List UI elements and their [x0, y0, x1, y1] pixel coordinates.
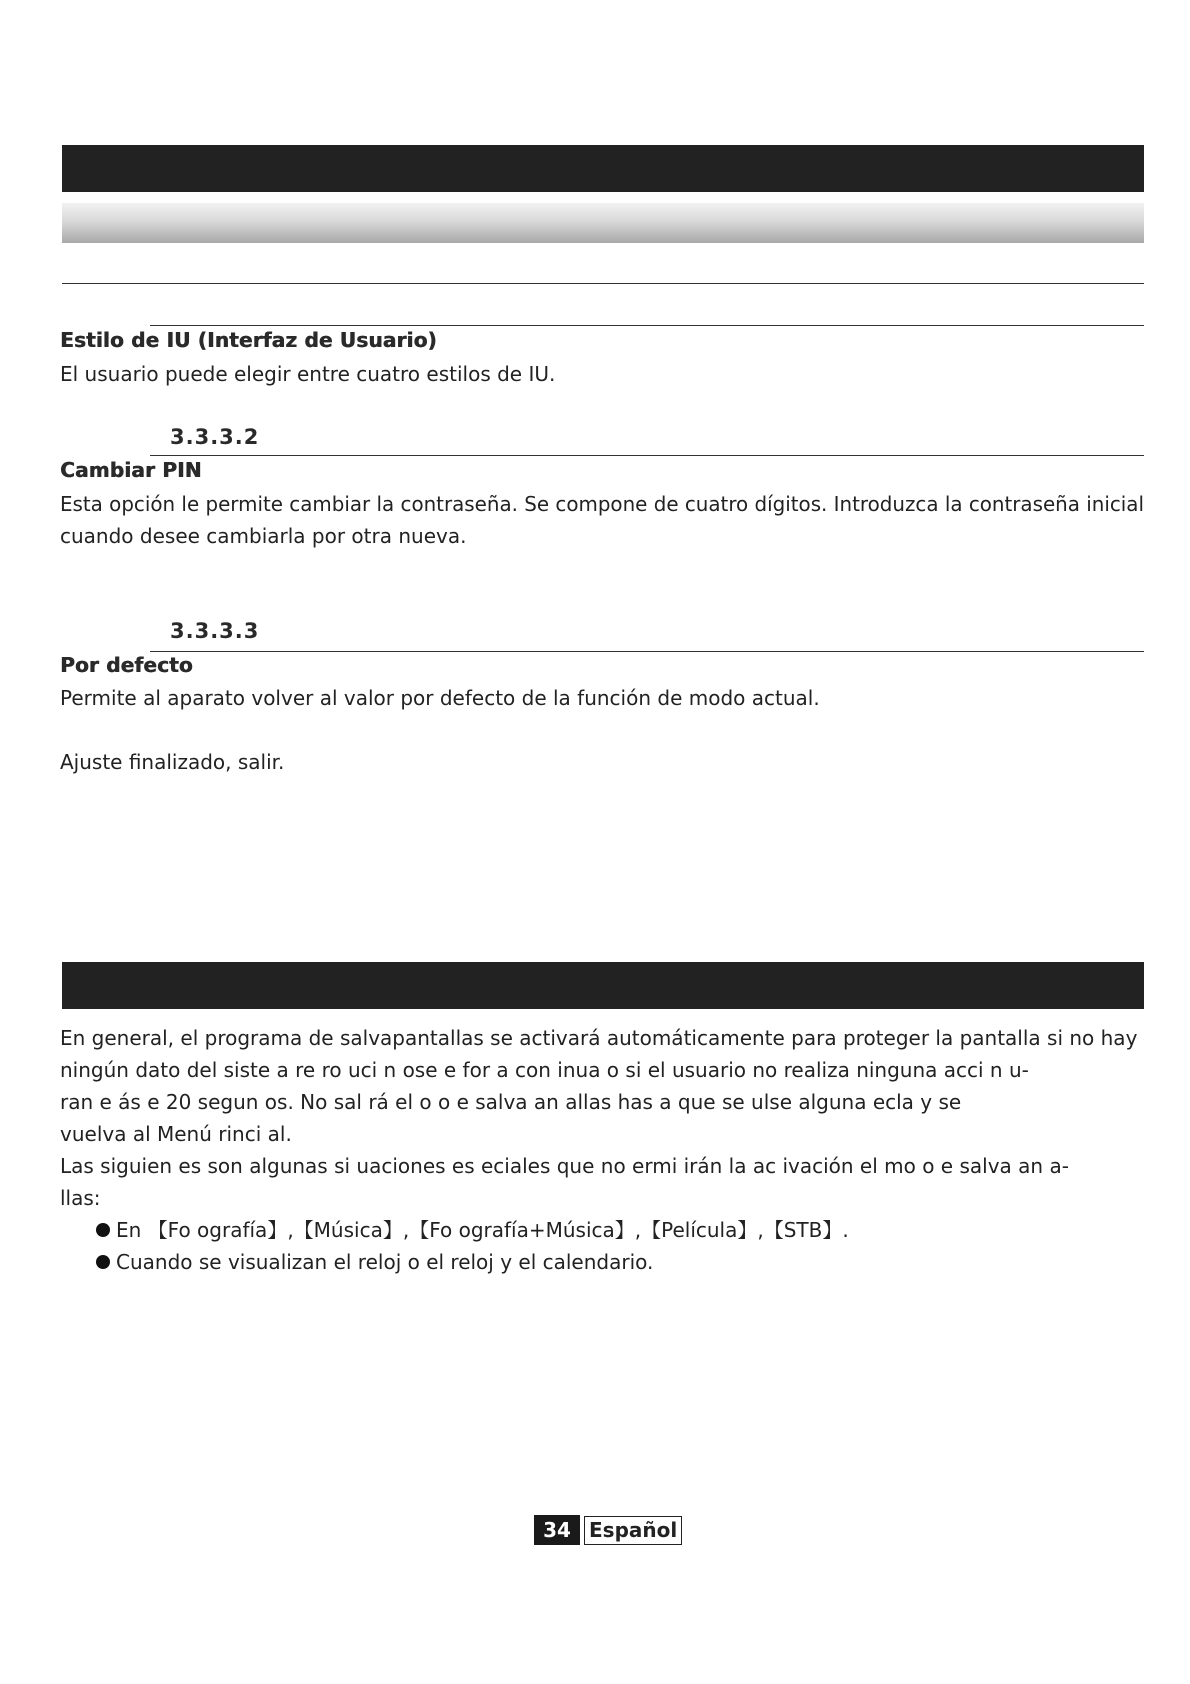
section-default-text: Permite al aparato volver al valor por defecto de la función de modo actual. — [60, 686, 820, 710]
screensaver-text-line-1: En general, el programa de salvapantallas se activará automáticamente para proteger la pantalla si no hay — [60, 1026, 1138, 1050]
screensaver-text-line-6: llas: — [60, 1186, 101, 1210]
section-change-pin-text-line-2: cuando desee cambiarla por otra nueva. — [60, 524, 467, 548]
bullet-dot-icon — [96, 1255, 110, 1269]
section-default-note: Ajuste finalizado, salir. — [60, 750, 285, 774]
screensaver-text-line-4: vuelva al Menú rinci al. — [60, 1122, 292, 1146]
bullet-dot-icon — [96, 1223, 110, 1237]
divider-top — [62, 283, 1144, 284]
screensaver-bullet-1 — [96, 1214, 849, 1246]
section-default-number: 3.3.3.3 — [170, 619, 260, 643]
screensaver-text-line-2: ningún dato del siste a re ro uci n ose e for a con inua o si el usuario no realiza ninguna acci n u- — [60, 1058, 1029, 1082]
section-change-pin-heading: Cambiar PIN — [60, 458, 202, 482]
page-footer — [534, 1515, 682, 1545]
screensaver-bullet-2-text: Cuando se visualizan el reloj o el reloj y el calendario. — [116, 1250, 654, 1274]
section-default-heading: Por defecto — [60, 653, 193, 677]
screensaver-bullet-1-text: En 【Fo ografía】,【Música】,【Fo ografía+Música】,【Película】,【STB】. — [116, 1218, 849, 1242]
screensaver-text-line-3: ran e ás e 20 segun os. No sal rá el o o e salva an allas has a que se ulse alguna ecla y se — [60, 1090, 962, 1114]
screensaver-text-line-5: Las siguien es son algunas si uaciones es eciales que no ermi irán la ac ivación el mo o e salva an a- — [60, 1154, 1069, 1178]
top-subheader-bar — [62, 203, 1144, 243]
screensaver-bullet-2 — [96, 1246, 653, 1278]
page-language: Español — [584, 1516, 682, 1545]
section-change-pin-text-line-1: Esta opción le permite cambiar la contraseña. Se compone de cuatro dígitos. Introduzca la contraseña inicial — [60, 492, 1145, 516]
section-change-pin-rule — [150, 455, 1144, 456]
section-change-pin-number: 3.3.3.2 — [170, 425, 260, 449]
page-number: 34 — [534, 1515, 580, 1545]
section-ui-style-heading: Estilo de IU (Interfaz de Usuario) — [60, 328, 437, 352]
section-ui-style-rule — [150, 325, 1144, 326]
screensaver-header-bar — [62, 962, 1144, 1009]
top-header-bar — [62, 145, 1144, 192]
section-default-rule — [150, 651, 1144, 652]
section-ui-style-text: El usuario puede elegir entre cuatro estilos de IU. — [60, 362, 556, 386]
